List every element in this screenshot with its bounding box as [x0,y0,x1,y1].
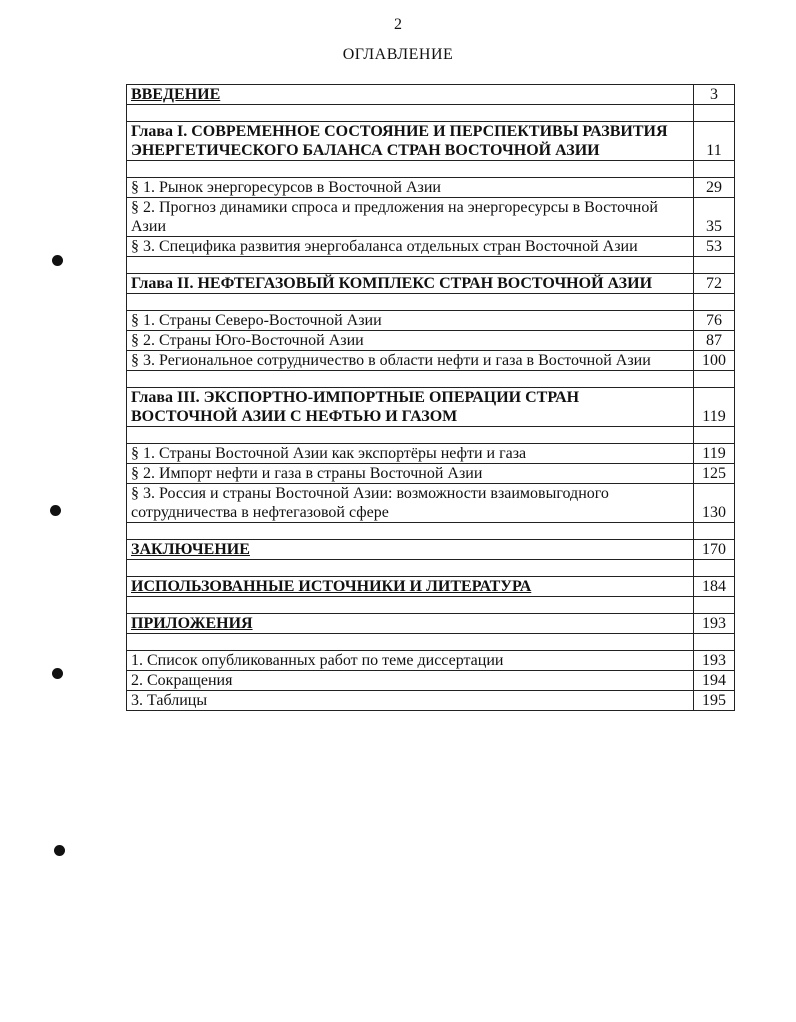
page-number: 2 [394,16,402,33]
toc-row [127,614,735,634]
toc-entry-title: Глава III. ЭКСПОРТНО-ИМПОРТНЫЕ ОПЕРАЦИИ СТРАН ВОСТОЧНОЙ АЗИИ С НЕФТЬЮ И ГАЗОМ [127,388,694,427]
toc-row [127,651,735,671]
toc-entry-title: Глава II. НЕФТЕГАЗОВЫЙ КОМПЛЕКС СТРАН ВОСТОЧНОЙ АЗИИ [127,274,694,294]
toc-row [127,311,735,331]
toc-spacer [127,161,735,178]
toc-entry-page: 3 [694,85,735,105]
toc-row [127,351,735,371]
toc-entry-title: § 1. Страны Восточной Азии как экспортёры нефти и газа [127,444,694,464]
toc-entry-page: 184 [694,577,735,597]
toc-entry-title: § 1. Рынок энергоресурсов в Восточной Азии [127,178,694,198]
toc-entry-page: 170 [694,540,735,560]
toc-entry-title: § 1. Страны Северо-Восточной Азии [127,311,694,331]
toc-entry-page: 87 [694,331,735,351]
toc-entry-title: ВВЕДЕНИЕ [127,85,694,105]
binder-hole-mark [52,668,63,679]
toc-entry-title: 1. Список опубликованных работ по теме диссертации [127,651,694,671]
toc-spacer [127,371,735,388]
toc-entry-title: § 2. Импорт нефти и газа в страны Восточной Азии [127,464,694,484]
toc-entry-page: 195 [694,691,735,711]
toc-entry-page: 193 [694,614,735,634]
toc-row [127,274,735,294]
toc-entry-page: 11 [694,122,735,161]
toc-row [127,464,735,484]
toc-entry-title: ИСПОЛЬЗОВАННЫЕ ИСТОЧНИКИ И ЛИТЕРАТУРА [127,577,694,597]
toc-spacer [127,294,735,311]
toc-entry-page: 53 [694,237,735,257]
toc-spacer [127,105,735,122]
toc-entry-page: 125 [694,464,735,484]
toc-entry-title: ПРИЛОЖЕНИЯ [127,614,694,634]
toc-entry-title: Глава I. СОВРЕМЕННОЕ СОСТОЯНИЕ И ПЕРСПЕКТИВЫ РАЗВИТИЯ ЭНЕРГЕТИЧЕСКОГО БАЛАНСА СТРАН ВОСТОЧНОЙ АЗИИ [127,122,694,161]
toc-spacer [127,523,735,540]
toc-entry-page: 29 [694,178,735,198]
toc-spacer [127,634,735,651]
toc-entry-page: 119 [694,388,735,427]
toc-row [127,691,735,711]
toc-row [127,198,735,237]
toc-entry-title: 3. Таблицы [127,691,694,711]
toc-entry-page: 100 [694,351,735,371]
toc-row [127,237,735,257]
toc-row [127,331,735,351]
toc-entry-title: ЗАКЛЮЧЕНИЕ [127,540,694,560]
toc-entry-title: § 2. Прогноз динамики спроса и предложения на энергоресурсы в Восточной Азии [127,198,694,237]
toc-entry-page: 35 [694,198,735,237]
toc-row [127,484,735,523]
toc-entry-page: 119 [694,444,735,464]
toc-row [127,178,735,198]
toc-entry-page: 194 [694,671,735,691]
toc-entry-title: § 2. Страны Юго-Восточной Азии [127,331,694,351]
toc-spacer [127,560,735,577]
toc-entry-page: 130 [694,484,735,523]
binder-hole-mark [52,255,63,266]
toc-entry-title: § 3. Специфика развития энергобаланса отдельных стран Восточной Азии [127,237,694,257]
toc-spacer [127,427,735,444]
toc-entry-page: 193 [694,651,735,671]
toc-entry-title: 2. Сокращения [127,671,694,691]
binder-hole-mark [50,505,61,516]
toc-row [127,85,735,105]
page-title: ОГЛАВЛЕНИЕ [342,46,454,63]
toc-row [127,671,735,691]
toc-row [127,577,735,597]
toc-entry-page: 72 [694,274,735,294]
toc-spacer [127,257,735,274]
toc-entry-title: § 3. Региональное сотрудничество в области нефти и газа в Восточной Азии [127,351,694,371]
binder-hole-mark [54,845,65,856]
toc-row [127,444,735,464]
toc-spacer [127,597,735,614]
toc-row [127,122,735,161]
toc-entry-title: § 3. Россия и страны Восточной Азии: возможности взаимовыгодного сотрудничества в нефтегазовой сфере [127,484,694,523]
toc-entry-page: 76 [694,311,735,331]
toc-row [127,540,735,560]
table-of-contents [126,84,735,711]
toc-row [127,388,735,427]
